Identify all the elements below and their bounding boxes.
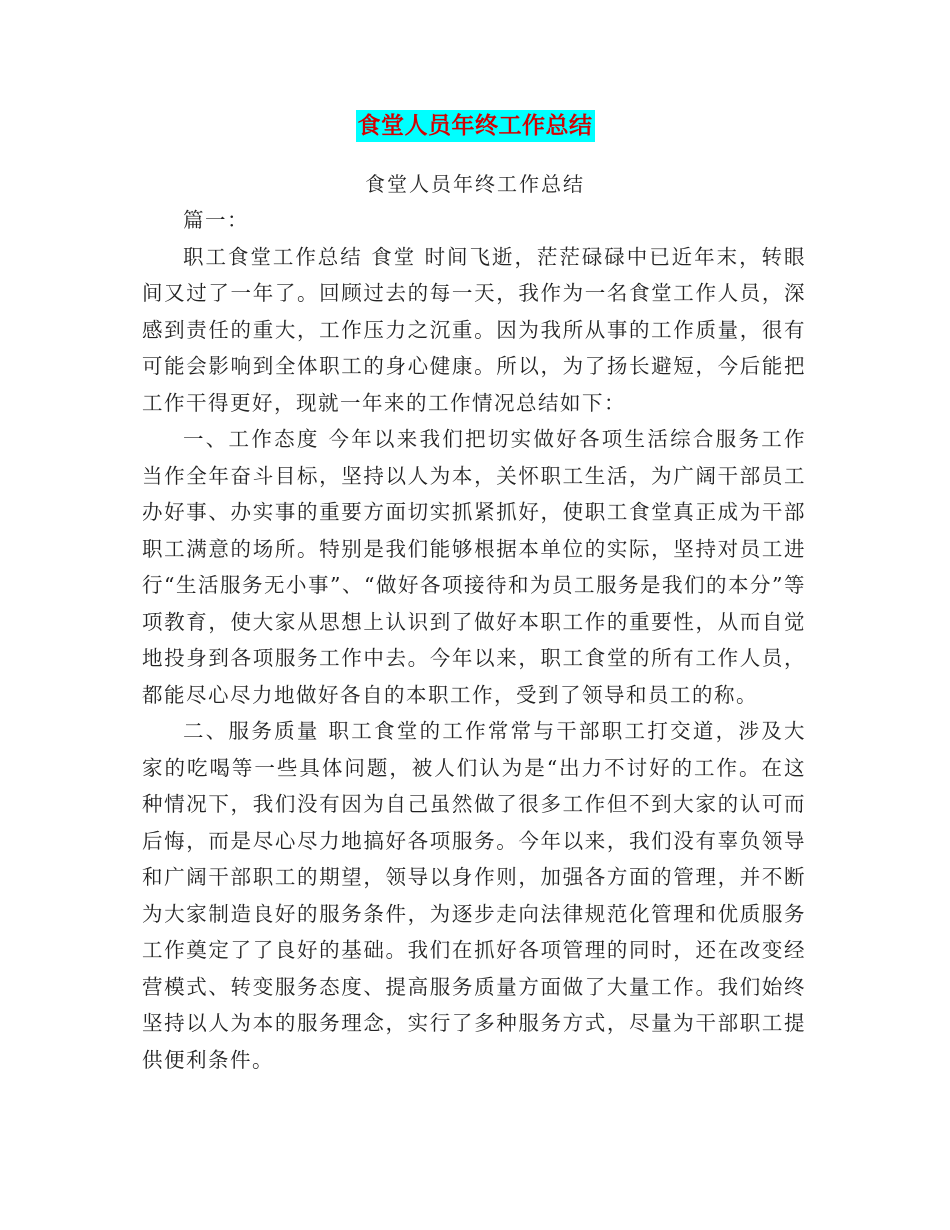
document-title: 食堂人员年终工作总结 xyxy=(356,110,595,142)
paragraph-work-attitude: 一、工作态度 今年以来我们把切实做好各项生活综合服务工作当作全年奋斗目标，坚持以人为本，关怀职工生活，为广阔干部员工办好事、办实事的重要方面切实抓紧抓好，使职工食堂真正成为干部职工满意的场所。特别是我们能够根据本单位的实际，坚持对员工进行“生活服务无小事”、“做好各项接待和为员工服务是我们的本分”等项教育，使大家从思想上认识到了做好本职工作的重要性，从而自觉地投身到各项服务工作中去。今年以来，职工食堂的所有工作人员，都能尽心尽力地做好各自的本职工作，受到了领导和员工的称。 xyxy=(142,427,806,707)
document-subtitle: 食堂人员年终工作总结 xyxy=(365,172,585,196)
title-container xyxy=(0,110,950,142)
section-heading: 篇一： xyxy=(183,208,249,232)
paragraph-service-quality: 二、服务质量 职工食堂的工作常常与干部职工打交道，涉及大家的吃喝等一些具体问题，被人们认为是“出力不讨好的工作。在这种情况下，我们没有因为自己虽然做了很多工作但不到大家的认可而后悔，而是尽心尽力地搞好各项服务。今年以来，我们没有辜负领导和广阔干部职工的期望，领导以身作则，加强各方面的管理，并不断为大家制造良好的服务条件，为逐步走向法律规范化管理和优质服务工作奠定了了良好的基础。我们在抓好各项管理的同时，还在改变经营模式、转变服务态度、提高服务质量方面做了大量工作。我们始终坚持以人为本的服务理念，实行了多种服务方式，尽量为干部职工提供便利条件。 xyxy=(142,719,806,1072)
paragraph-intro: 职工食堂工作总结 食堂 时间飞逝，茫茫碌碌中已近年末，转眼间又过了一年了。回顾过去的每一天，我作为一名食堂工作人员，深感到责任的重大，工作压力之沉重。因为我所从事的工作质量，很有可能会影响到全体职工的身心健康。所以，为了扬长避短，今后能把工作干得更好，现就一年来的工作情况总结如下： xyxy=(142,244,806,415)
document-body xyxy=(142,202,806,1078)
